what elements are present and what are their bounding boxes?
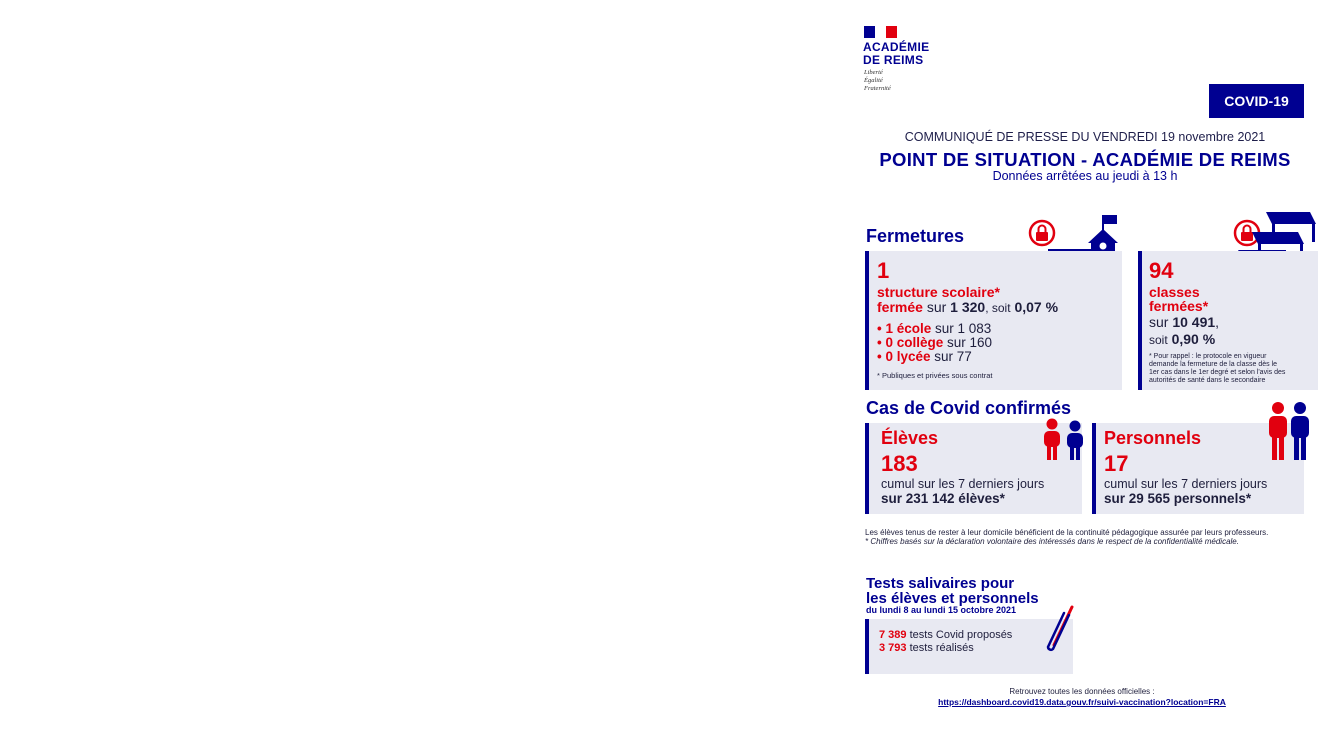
tests-done-label: tests réalisés (909, 642, 974, 654)
ecole-total: sur 1 083 (935, 321, 992, 336)
eleves-period: cumul sur les 7 derniers jours (881, 477, 1045, 491)
structure-item-lycee (877, 349, 972, 364)
personnels-total: sur 29 565 personnels* (1104, 491, 1252, 506)
classes-total-line (1149, 314, 1219, 330)
footnote-continuity: Les élèves tenus de rester à leur domicile bénéficient de la continuité pédagogique assurée par leurs professeurs. (865, 528, 1269, 537)
tests-done-number: 3 793 (879, 642, 907, 654)
lycee-count: • 0 lycée (877, 349, 931, 364)
structure-item-college (877, 335, 992, 350)
saliva-test-tube-icon (1044, 605, 1076, 657)
soit-word: , soit (985, 301, 1011, 315)
page-subtitle: Données arrêtées au jeudi à 13 h (992, 169, 1178, 183)
sur-word: sur (926, 299, 947, 315)
page-title: POINT DE SITUATION - ACADÉMIE DE REIMS (879, 149, 1291, 170)
lycee-total: sur 77 (934, 349, 972, 364)
classes-percent: 0,90 % (1171, 331, 1216, 347)
source-label: Retrouvez toutes les données officielles : (1009, 687, 1155, 696)
classes-total: 10 491 (1172, 314, 1216, 330)
tests-proposed-number: 7 389 (879, 629, 907, 641)
motto-fraternite: Fraternité (864, 85, 891, 92)
tests-card (865, 619, 1073, 674)
logo-line-1: ACADÉMIE (863, 40, 930, 54)
structures-percent: 0,07 % (1014, 299, 1059, 315)
sur-word: sur (1149, 314, 1169, 330)
ecole-count: • 1 école (877, 321, 932, 336)
structures-closed-card (865, 251, 1122, 390)
classes-percent-line (1149, 331, 1215, 347)
covid-badge: COVID-19 (1209, 84, 1304, 118)
academie-logo (862, 24, 942, 96)
classes-closed-label: fermées* (1149, 298, 1209, 314)
tests-title-line-2: les élèves et personnels (866, 590, 1039, 607)
classes-note-line: demande la fermeture de la classe dès le (1149, 361, 1278, 368)
eleves-total: sur 231 142 élèves* (881, 491, 1005, 506)
press-release-date: COMMUNIQUÉ DE PRESSE DU VENDREDI 19 novembre 2021 (904, 130, 1266, 144)
classes-closed-card (1138, 251, 1318, 390)
tests-title-line-1: Tests salivaires pour (866, 575, 1015, 592)
students-icon (1042, 418, 1086, 462)
classes-note-line: 1er cas dans le 1er degré et selon l'avis des (1149, 369, 1286, 376)
college-total: sur 160 (947, 335, 993, 350)
classes-note-line: autorités de santé dans le secondaire (1149, 377, 1266, 384)
logo-line-2: DE REIMS (863, 53, 924, 67)
structure-item-ecole (877, 321, 991, 336)
footnote-volunteer: * Chiffres basés sur la déclaration volontaire des intéressés dans le respect de la confidentialité médicale. (865, 537, 1239, 546)
cas-covid-title: Cas de Covid confirmés (866, 398, 1072, 418)
motto-liberte: Liberté (864, 69, 883, 76)
personnels-label: Personnels (1104, 428, 1202, 448)
college-count: • 0 collège (877, 335, 944, 350)
motto-egalite: Égalité (864, 77, 883, 84)
classes-closed-number: 94 (1149, 258, 1174, 283)
personnels-cases-number: 17 (1104, 451, 1129, 476)
tests-period: du lundi 8 au lundi 15 octobre 2021 (866, 605, 1017, 615)
structures-note: * Publiques et privées sous contrat (877, 371, 993, 380)
personnels-period: cumul sur les 7 derniers jours (1104, 477, 1268, 491)
structures-closed-line (877, 299, 1058, 315)
classes-label: classes (1149, 284, 1200, 300)
fermetures-title: Fermetures (866, 226, 965, 246)
french-flag-icon (864, 26, 897, 38)
structures-label: structure scolaire* (877, 284, 1000, 300)
structures-total: 1 320 (950, 299, 986, 315)
closed-word: fermée (877, 299, 923, 315)
tests-proposed-line (879, 629, 1012, 641)
staff-icon (1266, 402, 1312, 462)
comma: , (1215, 314, 1220, 330)
eleves-cases-number: 183 (881, 451, 918, 476)
structures-closed-number: 1 (877, 258, 890, 283)
tests-done-line (879, 642, 974, 654)
eleves-label: Élèves (881, 428, 939, 448)
classes-note-line: * Pour rappel : le protocole en vigueur (1149, 353, 1267, 360)
source-link[interactable]: https://dashboard.covid19.data.gouv.fr/suivi-vaccination?location=FRA (938, 697, 1226, 707)
soit-word: soit (1149, 333, 1168, 347)
classes-note (1149, 353, 1285, 385)
tests-proposed-label: tests Covid proposés (909, 629, 1013, 641)
